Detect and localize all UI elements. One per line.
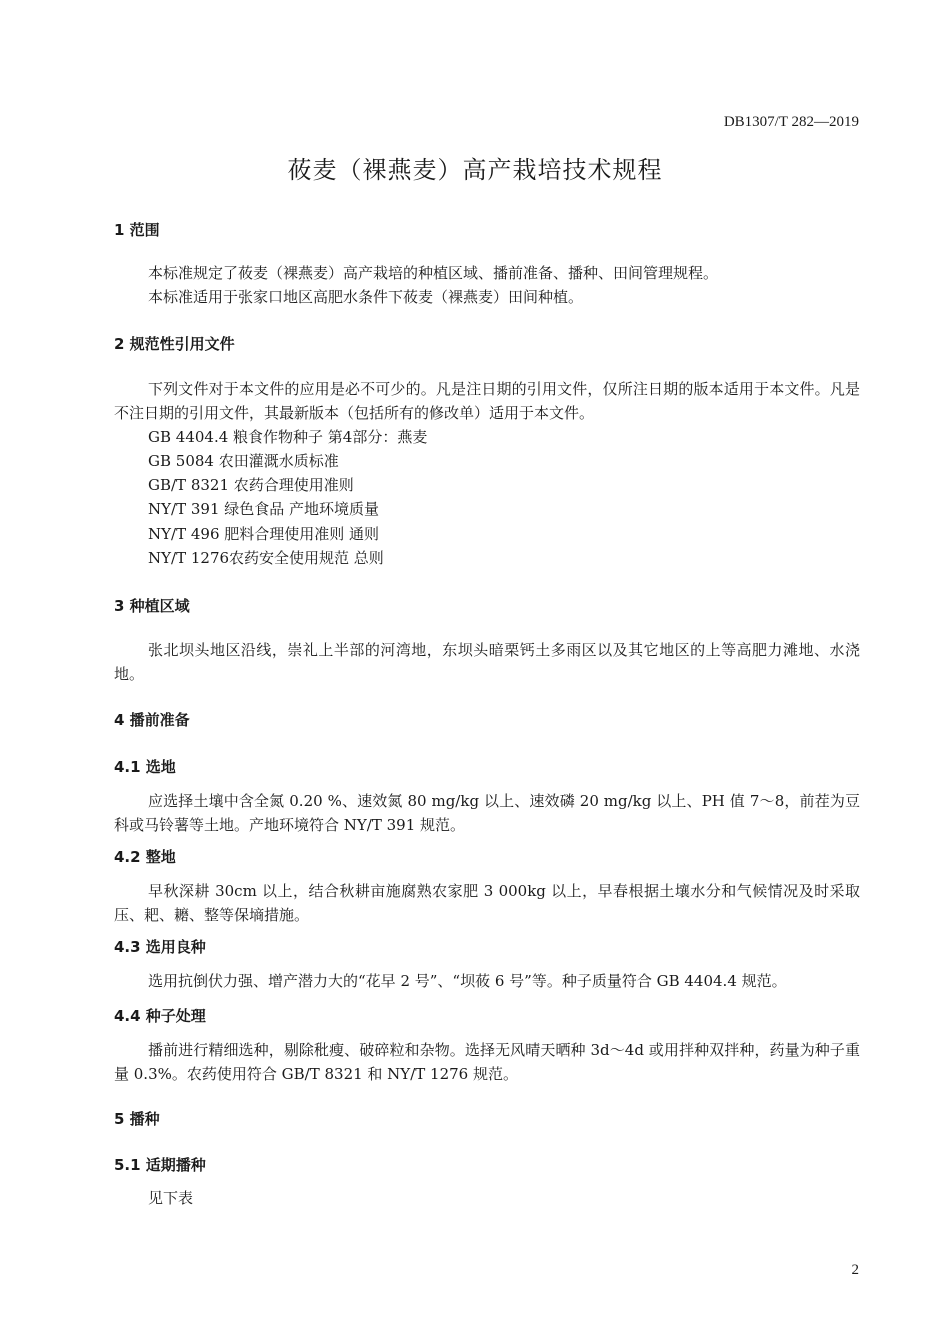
section-1-para-1: 本标准规定了莜麦（裸燕麦）高产栽培的种植区域、播前准备、播种、田间管理规程。 (148, 264, 719, 282)
reference-item: GB 4404.4 粮食作物种子 第4部分：燕麦 (148, 428, 428, 446)
document-title: 莜麦（裸燕麦）高产栽培技术规程 (287, 156, 663, 184)
reference-item: NY/T 496 肥料合理使用准则 通则 (148, 525, 380, 543)
section-4-1-heading: 4.1 选地 (114, 758, 176, 776)
section-4-2-para: 早秋深耕 30cm 以上，结合秋耕亩施腐熟农家肥 3 000kg 以上，早春根据土壤水分和气候情况及时采取压、耙、耱、整等保墒措施。 (114, 882, 860, 924)
section-5-1-para: 见下表 (148, 1189, 194, 1207)
reference-item: NY/T 1276农药安全使用规范 总则 (148, 549, 384, 567)
section-4-3-heading: 4.3 选用良种 (114, 938, 206, 956)
section-4-2-heading: 4.2 整地 (114, 848, 176, 866)
section-4-3-para: 选用抗倒伏力强、增产潜力大的“花早 2 号”、“坝莜 6 号”等。种子质量符合 GB 4404.4 规范。 (148, 972, 787, 990)
section-5-heading: 5 播种 (114, 1110, 160, 1128)
section-3-heading: 3 种植区域 (114, 597, 190, 615)
section-2-heading: 2 规范性引用文件 (114, 335, 235, 353)
section-4-4-para: 播前进行精细选种，剔除秕瘦、破碎粒和杂物。选择无风晴天晒种 3d～4d 或用拌种双拌种，药量为种子重量 0.3%。农药使用符合 GB/T 8321 和 NY/T 1276 规范。 (114, 1041, 860, 1083)
reference-item: NY/T 391 绿色食品 产地环境质量 (148, 500, 380, 518)
section-4-4-heading: 4.4 种子处理 (114, 1007, 206, 1025)
reference-item: GB 5084 农田灌溉水质标准 (148, 452, 339, 470)
section-3-para-1: 张北坝头地区沿线，崇礼上半部的河湾地，东坝头暗栗钙土多雨区以及其它地区的上等高肥力滩地、水浇地。 (114, 641, 860, 683)
section-1-heading: 1 范围 (114, 221, 160, 239)
document-number: DB1307/T 282—2019 (723, 114, 859, 130)
reference-item: GB/T 8321 农药合理使用准则 (148, 476, 354, 494)
page-number: 2 (851, 1262, 859, 1278)
section-5-1-heading: 5.1 适期播种 (114, 1156, 206, 1174)
section-1-para-2: 本标准适用于张家口地区高肥水条件下莜麦（裸燕麦）田间种植。 (148, 288, 584, 306)
section-2-para-1: 下列文件对于本文件的应用是必不可少的。凡是注日期的引用文件，仅所注日期的版本适用于本文件。凡是不注日期的引用文件，其最新版本（包括所有的修改单）适用于本文件。 (114, 380, 860, 422)
section-4-1-para: 应选择土壤中含全氮 0.20 %、速效氮 80 mg/kg 以上、速效磷 20 mg/kg 以上、PH 值 7～8，前茬为豆科或马铃薯等土地。产地环境符合 NY/T 391 规范。 (114, 792, 860, 834)
section-4-heading: 4 播前准备 (114, 711, 190, 729)
